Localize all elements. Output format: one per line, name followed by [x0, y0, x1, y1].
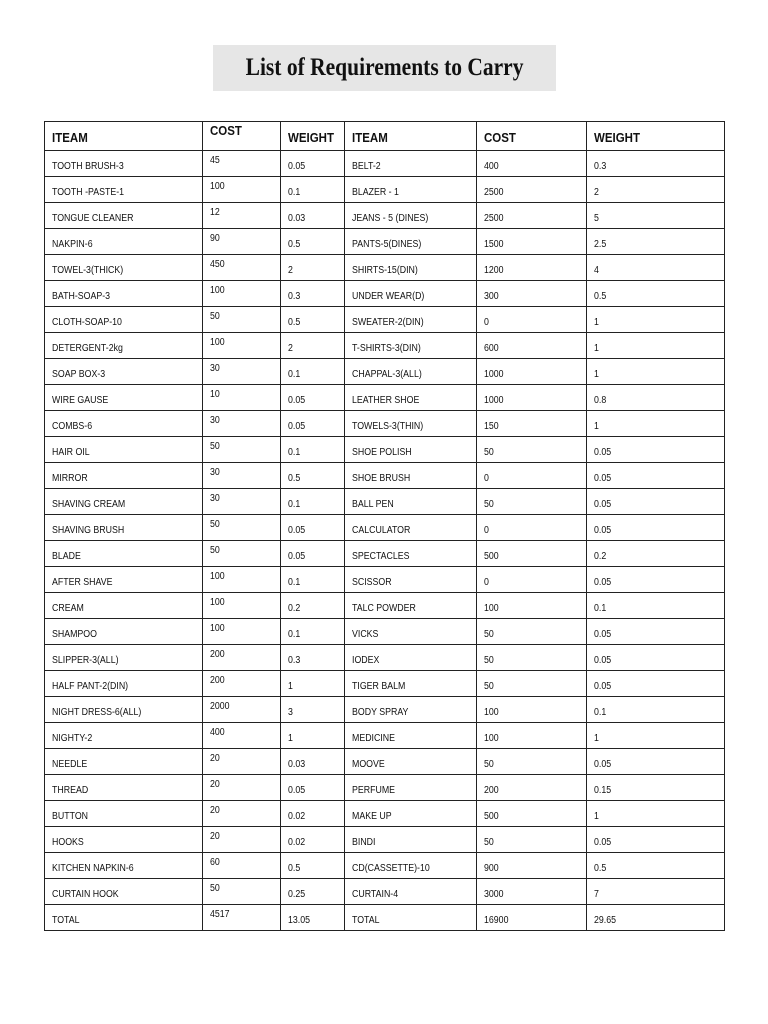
- cell-weight-left: 2: [281, 333, 345, 359]
- cell-cost-right: 1000: [477, 359, 587, 385]
- cell-cost-right: 50: [477, 827, 587, 853]
- cell-cost-right: 500: [477, 801, 587, 827]
- cell-cost-right: 200: [477, 775, 587, 801]
- header-weight-left: WEIGHT: [281, 122, 345, 151]
- cell-weight-left: 0.03: [281, 749, 345, 775]
- cell-cost-left: 30: [203, 463, 281, 489]
- cell-weight-left: 0.5: [281, 229, 345, 255]
- table-row: [45, 203, 725, 229]
- cell-cost-right: 16900: [477, 905, 587, 931]
- cell-item-left: NAKPIN-6: [45, 229, 203, 255]
- cell-cost-right: 0: [477, 307, 587, 333]
- cell-weight-right: 0.8: [587, 385, 725, 411]
- cell-weight-left: 0.5: [281, 307, 345, 333]
- cell-weight-right: 0.5: [587, 281, 725, 307]
- cell-item-left: HALF PANT-2(DIN): [45, 671, 203, 697]
- cell-item-right: TOTAL: [345, 905, 477, 931]
- cell-item-right: PERFUME: [345, 775, 477, 801]
- cell-weight-left: 0.05: [281, 515, 345, 541]
- cell-item-left: COMBS-6: [45, 411, 203, 437]
- cell-item-right: CURTAIN-4: [345, 879, 477, 905]
- total-row: [45, 905, 725, 931]
- cell-cost-left: 20: [203, 749, 281, 775]
- cell-cost-right: 0: [477, 463, 587, 489]
- cell-weight-right: 1: [587, 411, 725, 437]
- cell-cost-left: 4517: [203, 905, 281, 931]
- cell-weight-right: 7: [587, 879, 725, 905]
- title-box: [213, 45, 556, 91]
- cell-item-right: BINDI: [345, 827, 477, 853]
- cell-cost-right: 2500: [477, 177, 587, 203]
- cell-cost-right: 50: [477, 437, 587, 463]
- cell-weight-right: 2.5: [587, 229, 725, 255]
- table-row: [45, 463, 725, 489]
- table-row: [45, 385, 725, 411]
- header-item-left: ITEAM: [45, 122, 203, 151]
- cell-weight-left: 0.1: [281, 177, 345, 203]
- cell-cost-left: 12: [203, 203, 281, 229]
- cell-weight-left: 0.2: [281, 593, 345, 619]
- table-row: [45, 775, 725, 801]
- cell-item-right: IODEX: [345, 645, 477, 671]
- table-row: [45, 255, 725, 281]
- table-row: [45, 567, 725, 593]
- cell-cost-left: 50: [203, 541, 281, 567]
- cell-item-left: SHAVING BRUSH: [45, 515, 203, 541]
- cell-weight-left: 0.05: [281, 411, 345, 437]
- table-row: [45, 879, 725, 905]
- table-row: [45, 671, 725, 697]
- cell-item-right: SHOE POLISH: [345, 437, 477, 463]
- cell-weight-right: 0.05: [587, 437, 725, 463]
- cell-item-left: KITCHEN NAPKIN-6: [45, 853, 203, 879]
- cell-cost-left: 100: [203, 593, 281, 619]
- cell-weight-right: 0.15: [587, 775, 725, 801]
- cell-item-right: SPECTACLES: [345, 541, 477, 567]
- cell-weight-left: 0.1: [281, 489, 345, 515]
- cell-item-right: TIGER BALM: [345, 671, 477, 697]
- cell-item-left: HAIR OIL: [45, 437, 203, 463]
- cell-weight-right: 0.2: [587, 541, 725, 567]
- cell-item-left: CURTAIN HOOK: [45, 879, 203, 905]
- cell-weight-right: 0.05: [587, 567, 725, 593]
- cell-item-right: JEANS - 5 (DINES): [345, 203, 477, 229]
- table-row: [45, 541, 725, 567]
- cell-item-right: PANTS-5(DINES): [345, 229, 477, 255]
- cell-item-right: CALCULATOR: [345, 515, 477, 541]
- cell-item-right: CD(CASSETTE)-10: [345, 853, 477, 879]
- header-cost-right: COST: [477, 122, 587, 151]
- cell-cost-left: 100: [203, 333, 281, 359]
- cell-cost-left: 2000: [203, 697, 281, 723]
- cell-weight-right: 0.05: [587, 619, 725, 645]
- cell-cost-left: 30: [203, 411, 281, 437]
- cell-weight-left: 0.05: [281, 541, 345, 567]
- cell-item-left: WIRE GAUSE: [45, 385, 203, 411]
- table-row: [45, 333, 725, 359]
- cell-cost-left: 20: [203, 775, 281, 801]
- table-row: [45, 801, 725, 827]
- cell-cost-right: 2500: [477, 203, 587, 229]
- cell-item-right: SHOE BRUSH: [345, 463, 477, 489]
- table-row: [45, 853, 725, 879]
- cell-item-right: TALC POWDER: [345, 593, 477, 619]
- cell-item-left: SHAVING CREAM: [45, 489, 203, 515]
- cell-cost-left: 200: [203, 671, 281, 697]
- cell-cost-left: 50: [203, 879, 281, 905]
- cell-cost-right: 1000: [477, 385, 587, 411]
- cell-cost-left: 100: [203, 281, 281, 307]
- cell-weight-right: 1: [587, 359, 725, 385]
- cell-weight-right: 0.1: [587, 697, 725, 723]
- cell-item-right: SCISSOR: [345, 567, 477, 593]
- cell-item-left: CREAM: [45, 593, 203, 619]
- cell-cost-left: 400: [203, 723, 281, 749]
- cell-weight-right: 1: [587, 307, 725, 333]
- cell-weight-left: 0.1: [281, 437, 345, 463]
- cell-cost-right: 1200: [477, 255, 587, 281]
- table-row: [45, 593, 725, 619]
- cell-item-left: TOTAL: [45, 905, 203, 931]
- cell-item-left: HOOKS: [45, 827, 203, 853]
- cell-cost-right: 400: [477, 151, 587, 177]
- cell-cost-left: 100: [203, 567, 281, 593]
- cell-weight-left: 3: [281, 697, 345, 723]
- cell-cost-right: 300: [477, 281, 587, 307]
- cell-weight-left: 1: [281, 671, 345, 697]
- cell-item-right: TOWELS-3(THIN): [345, 411, 477, 437]
- cell-weight-left: 0.5: [281, 853, 345, 879]
- cell-item-right: SWEATER-2(DIN): [345, 307, 477, 333]
- cell-weight-right: 2: [587, 177, 725, 203]
- cell-item-right: T-SHIRTS-3(DIN): [345, 333, 477, 359]
- table-row: [45, 307, 725, 333]
- table-row: [45, 645, 725, 671]
- cell-cost-left: 20: [203, 801, 281, 827]
- cell-cost-right: 50: [477, 671, 587, 697]
- header-row: [45, 122, 725, 151]
- cell-weight-left: 0.3: [281, 281, 345, 307]
- header-cost-left: COST: [203, 122, 281, 151]
- table-row: [45, 515, 725, 541]
- cell-item-left: BLADE: [45, 541, 203, 567]
- cell-cost-right: 100: [477, 697, 587, 723]
- table-row: [45, 619, 725, 645]
- cell-weight-left: 0.02: [281, 801, 345, 827]
- cell-item-right: BALL PEN: [345, 489, 477, 515]
- cell-cost-right: 0: [477, 567, 587, 593]
- table-row: [45, 697, 725, 723]
- cell-item-left: NIGHTY-2: [45, 723, 203, 749]
- cell-weight-left: 0.05: [281, 775, 345, 801]
- cell-weight-right: 0.05: [587, 463, 725, 489]
- cell-item-left: SOAP BOX-3: [45, 359, 203, 385]
- cell-weight-right: 29.65: [587, 905, 725, 931]
- cell-cost-right: 50: [477, 489, 587, 515]
- page-title: List of Requirements to Carry: [245, 54, 524, 81]
- cell-cost-right: 50: [477, 749, 587, 775]
- cell-item-left: MIRROR: [45, 463, 203, 489]
- cell-item-right: BODY SPRAY: [345, 697, 477, 723]
- cell-cost-left: 30: [203, 489, 281, 515]
- table-row: [45, 437, 725, 463]
- cell-weight-right: 0.05: [587, 671, 725, 697]
- table-row: [45, 723, 725, 749]
- cell-item-left: THREAD: [45, 775, 203, 801]
- cell-weight-left: 0.02: [281, 827, 345, 853]
- cell-cost-right: 100: [477, 593, 587, 619]
- cell-item-right: SHIRTS-15(DIN): [345, 255, 477, 281]
- cell-item-left: DETERGENT-2kg: [45, 333, 203, 359]
- cell-item-right: MOOVE: [345, 749, 477, 775]
- cell-cost-right: 1500: [477, 229, 587, 255]
- cell-cost-right: 100: [477, 723, 587, 749]
- cell-weight-right: 1: [587, 723, 725, 749]
- cell-cost-left: 90: [203, 229, 281, 255]
- cell-cost-left: 45: [203, 151, 281, 177]
- cell-item-left: TONGUE CLEANER: [45, 203, 203, 229]
- cell-cost-left: 10: [203, 385, 281, 411]
- cell-item-left: SHAMPOO: [45, 619, 203, 645]
- cell-item-left: NIGHT DRESS-6(ALL): [45, 697, 203, 723]
- cell-item-left: BUTTON: [45, 801, 203, 827]
- cell-weight-right: 0.05: [587, 489, 725, 515]
- cell-item-left: TOOTH BRUSH-3: [45, 151, 203, 177]
- table-row: [45, 489, 725, 515]
- cell-item-right: MEDICINE: [345, 723, 477, 749]
- cell-weight-right: 0.05: [587, 645, 725, 671]
- cell-weight-right: 0.05: [587, 749, 725, 775]
- cell-weight-left: 0.05: [281, 151, 345, 177]
- cell-cost-right: 50: [477, 619, 587, 645]
- table-row: [45, 749, 725, 775]
- cell-item-left: CLOTH-SOAP-10: [45, 307, 203, 333]
- cell-weight-left: 2: [281, 255, 345, 281]
- cell-item-right: BELT-2: [345, 151, 477, 177]
- table-row: [45, 281, 725, 307]
- cell-cost-left: 200: [203, 645, 281, 671]
- cell-weight-left: 0.1: [281, 619, 345, 645]
- cell-weight-right: 5: [587, 203, 725, 229]
- table-row: [45, 359, 725, 385]
- cell-weight-right: 0.5: [587, 853, 725, 879]
- cell-cost-right: 50: [477, 645, 587, 671]
- cell-weight-right: 1: [587, 801, 725, 827]
- table-row: [45, 177, 725, 203]
- cell-weight-left: 0.1: [281, 359, 345, 385]
- table-row: [45, 411, 725, 437]
- table-row: [45, 151, 725, 177]
- cell-cost-left: 60: [203, 853, 281, 879]
- cell-cost-left: 30: [203, 359, 281, 385]
- cell-weight-right: 4: [587, 255, 725, 281]
- cell-item-right: VICKS: [345, 619, 477, 645]
- cell-weight-right: 0.05: [587, 827, 725, 853]
- cell-item-left: SLIPPER-3(ALL): [45, 645, 203, 671]
- cell-cost-left: 50: [203, 307, 281, 333]
- cell-cost-left: 50: [203, 515, 281, 541]
- cell-weight-left: 0.25: [281, 879, 345, 905]
- cell-cost-right: 900: [477, 853, 587, 879]
- cell-item-left: NEEDLE: [45, 749, 203, 775]
- cell-item-left: BATH-SOAP-3: [45, 281, 203, 307]
- cell-weight-right: 0.1: [587, 593, 725, 619]
- cell-cost-right: 150: [477, 411, 587, 437]
- cell-weight-right: 1: [587, 333, 725, 359]
- table-row: [45, 827, 725, 853]
- cell-item-right: MAKE UP: [345, 801, 477, 827]
- requirements-table: [44, 121, 725, 931]
- header-item-right: ITEAM: [345, 122, 477, 151]
- cell-cost-right: 500: [477, 541, 587, 567]
- cell-item-left: TOWEL-3(THICK): [45, 255, 203, 281]
- cell-weight-right: 0.05: [587, 515, 725, 541]
- cell-cost-left: 50: [203, 437, 281, 463]
- cell-item-right: LEATHER SHOE: [345, 385, 477, 411]
- table-body: [45, 151, 725, 931]
- cell-cost-right: 0: [477, 515, 587, 541]
- cell-cost-left: 450: [203, 255, 281, 281]
- table-row: [45, 229, 725, 255]
- cell-weight-left: 1: [281, 723, 345, 749]
- cell-weight-left: 0.5: [281, 463, 345, 489]
- cell-item-right: UNDER WEAR(D): [345, 281, 477, 307]
- cell-cost-left: 100: [203, 619, 281, 645]
- cell-weight-left: 0.3: [281, 645, 345, 671]
- cell-item-right: CHAPPAL-3(ALL): [345, 359, 477, 385]
- cell-weight-left: 13.05: [281, 905, 345, 931]
- header-weight-right: WEIGHT: [587, 122, 725, 151]
- cell-item-right: BLAZER - 1: [345, 177, 477, 203]
- cell-cost-right: 3000: [477, 879, 587, 905]
- cell-weight-left: 0.1: [281, 567, 345, 593]
- cell-cost-right: 600: [477, 333, 587, 359]
- cell-weight-right: 0.3: [587, 151, 725, 177]
- cell-weight-left: 0.05: [281, 385, 345, 411]
- cell-cost-left: 20: [203, 827, 281, 853]
- cell-cost-left: 100: [203, 177, 281, 203]
- cell-item-left: AFTER SHAVE: [45, 567, 203, 593]
- cell-weight-left: 0.03: [281, 203, 345, 229]
- cell-item-left: TOOTH -PASTE-1: [45, 177, 203, 203]
